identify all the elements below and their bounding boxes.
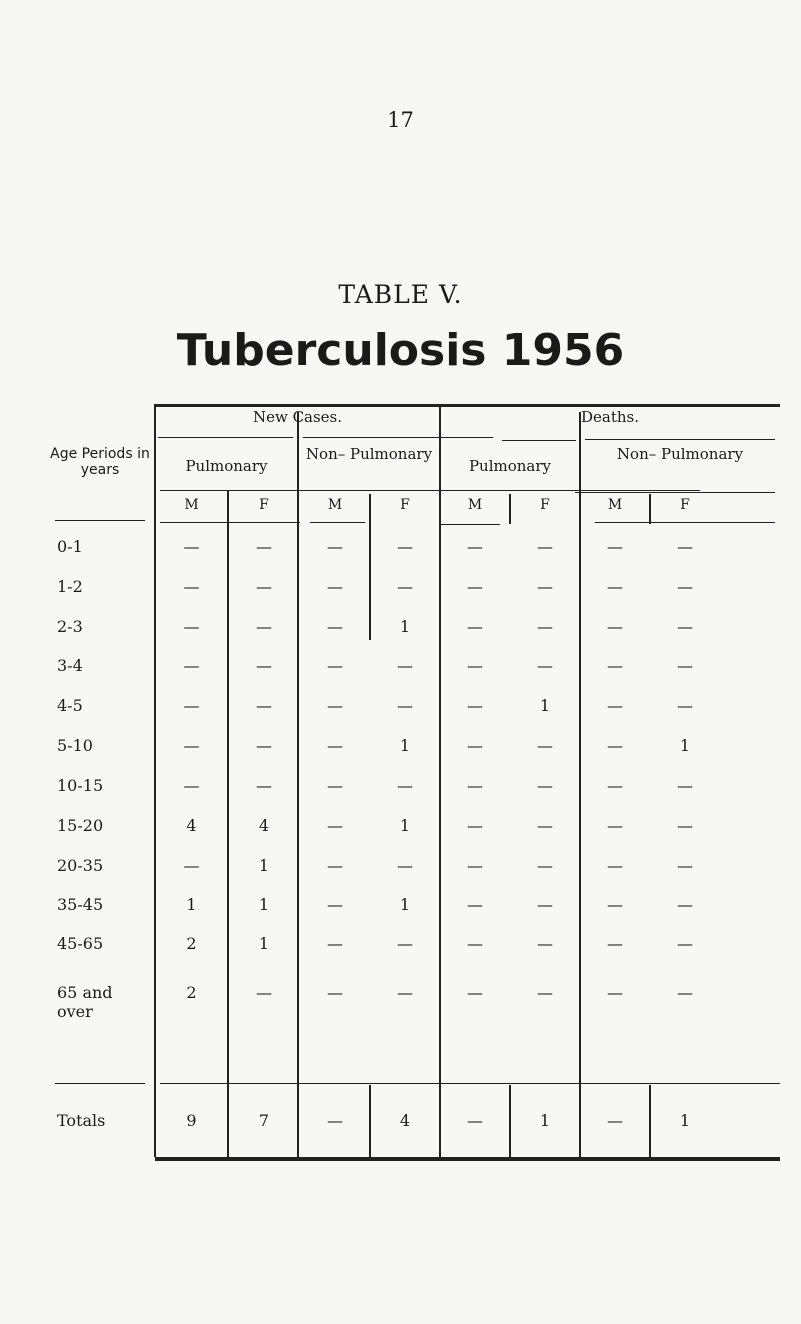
sex-label: M — [607, 497, 623, 513]
table-cell: — — [327, 934, 343, 953]
table-cell: — — [327, 537, 343, 556]
table-cell: — — [256, 983, 272, 1002]
table-cell: — — [537, 816, 553, 835]
table-cell: — — [327, 736, 343, 755]
table-cell: — — [256, 656, 272, 675]
sex-label: F — [540, 497, 550, 513]
deaths-header: Deaths. — [580, 408, 639, 426]
table-cell: — — [397, 934, 413, 953]
table-cell: — — [327, 696, 343, 715]
table-cell: — — [607, 816, 623, 835]
pulmonary-header: Pulmonary — [185, 457, 268, 475]
sex-label: M — [184, 497, 199, 513]
table-cell: 4 — [186, 816, 197, 835]
table-cell: — — [537, 617, 553, 636]
table-cell: — — [607, 934, 623, 953]
table-cell: — — [677, 895, 693, 914]
age-period-label: 2-3 — [57, 617, 83, 636]
table-cell: — — [327, 617, 343, 636]
age-period-label: 3-4 — [57, 656, 83, 675]
column-rule — [509, 1085, 511, 1158]
table-cell: — — [183, 617, 200, 636]
table-cell: — — [256, 577, 272, 596]
age-period-label: 1-2 — [57, 577, 83, 596]
table-cell: — — [537, 776, 553, 795]
table-cell: — — [537, 537, 553, 556]
table-cell: — — [467, 934, 483, 953]
table-cell: 2 — [186, 983, 197, 1002]
column-rule — [579, 412, 581, 1158]
rule — [55, 1083, 145, 1084]
sex-label: F — [259, 497, 269, 513]
table-cell: — — [183, 537, 200, 556]
table-cell: — — [467, 656, 483, 675]
table-cell: — — [467, 776, 483, 795]
age-period-label: 4-5 — [57, 696, 83, 715]
sex-label: F — [400, 497, 410, 513]
table-cell: — — [327, 656, 343, 675]
pulmonary-header: Pulmonary — [468, 457, 552, 475]
table-cell: — — [677, 816, 693, 835]
table-cell: — — [467, 816, 483, 835]
non-pulmonary-header: Non– Pulmonary — [616, 445, 744, 463]
table-cell: — — [327, 895, 343, 914]
rule — [310, 522, 365, 523]
rule — [158, 437, 293, 438]
rule — [160, 522, 300, 523]
rule — [55, 520, 145, 521]
table-cell: — — [183, 856, 200, 875]
table-cell: — — [677, 537, 693, 556]
table-cell: — — [467, 617, 483, 636]
table-cell: — — [327, 776, 343, 795]
table-cell: — — [607, 983, 623, 1002]
sex-label: F — [680, 497, 690, 513]
table-cell: — — [677, 617, 693, 636]
table-cell: — — [183, 776, 200, 795]
column-rule — [439, 404, 441, 1158]
age-period-label: 20-35 — [57, 856, 104, 875]
table-cell: — — [677, 656, 693, 675]
table-cell: — — [467, 736, 483, 755]
table-cell: — — [607, 617, 623, 636]
table-cell: — — [183, 696, 200, 715]
table-cell: 1 — [258, 934, 270, 953]
table-cell: — — [607, 856, 623, 875]
table-cell: — — [537, 656, 553, 675]
age-period-label: 0-1 — [57, 537, 83, 556]
rule — [155, 404, 780, 407]
table-cell: — — [467, 856, 483, 875]
totals-label: Totals — [57, 1111, 106, 1130]
table-cell: 1 — [258, 895, 270, 914]
column-rule — [369, 494, 371, 640]
non-pulmonary-header: Non– Pulmonary — [305, 445, 433, 463]
age-period-label: 45-65 — [57, 934, 104, 953]
table-cell: — — [677, 696, 693, 715]
column-rule — [649, 1085, 651, 1158]
table-cell: — — [397, 856, 413, 875]
table-cell: 1 — [399, 816, 411, 835]
table-cell: — — [256, 696, 272, 715]
column-rule — [154, 404, 156, 1157]
table-cell: — — [397, 696, 413, 715]
table-cell: 1 — [539, 696, 551, 715]
age-period-label: 65 and over — [57, 983, 113, 1021]
totals-cell: 1 — [539, 1111, 551, 1130]
table-cell: — — [467, 696, 483, 715]
page-number: 17 — [387, 108, 414, 132]
table-cell: — — [183, 577, 200, 596]
table-cell: 1 — [399, 617, 411, 636]
table-heading: TABLE V. — [338, 280, 463, 309]
column-rule — [369, 1085, 371, 1158]
rule — [155, 1157, 780, 1161]
table-cell: 4 — [258, 816, 270, 835]
column-rule — [509, 494, 511, 524]
rule — [502, 440, 576, 441]
table-cell: 1 — [399, 736, 411, 755]
rule — [575, 492, 775, 493]
new-cases-header: New Cases. — [252, 408, 343, 426]
age-period-label: 35-45 — [57, 895, 104, 914]
table-cell: — — [256, 776, 272, 795]
table-cell: — — [397, 983, 413, 1002]
table-cell: 1 — [399, 895, 411, 914]
table-cell: — — [677, 856, 693, 875]
table-cell: — — [256, 537, 272, 556]
table-cell: — — [467, 537, 483, 556]
table-cell: — — [256, 617, 272, 636]
rule — [595, 522, 775, 523]
table-cell: — — [537, 934, 553, 953]
table-cell: — — [183, 736, 200, 755]
table-cell: — — [327, 577, 343, 596]
totals-cell: 9 — [186, 1111, 197, 1130]
totals-cell: — — [607, 1111, 623, 1130]
rule — [160, 1083, 780, 1084]
table-cell: — — [327, 983, 343, 1002]
table-cell: — — [537, 577, 553, 596]
age-period-label: 5-10 — [57, 736, 93, 755]
sex-label: M — [467, 497, 483, 513]
totals-cell: 1 — [679, 1111, 691, 1130]
table-cell: — — [467, 895, 483, 914]
table-cell: — — [607, 696, 623, 715]
sex-label: M — [327, 497, 343, 513]
table-cell: — — [677, 983, 693, 1002]
table-cell: — — [537, 983, 553, 1002]
totals-cell: 7 — [258, 1111, 270, 1130]
rule — [585, 439, 775, 440]
column-rule — [649, 494, 651, 524]
totals-cell: — — [327, 1111, 343, 1130]
table-cell: — — [467, 983, 483, 1002]
table-cell: — — [677, 776, 693, 795]
age-periods-header: Age Periods in years — [50, 446, 150, 478]
age-period-label: 10-15 — [57, 776, 104, 795]
table-cell: — — [467, 577, 483, 596]
table-cell: 1 — [258, 856, 270, 875]
table-cell: — — [677, 577, 693, 596]
table-cell: — — [327, 816, 343, 835]
table-cell: — — [607, 577, 623, 596]
age-period-label: 15-20 — [57, 816, 104, 835]
table-cell: — — [607, 736, 623, 755]
table-cell: — — [607, 656, 623, 675]
rule — [303, 437, 493, 438]
table-cell: — — [607, 776, 623, 795]
table-cell: — — [397, 656, 413, 675]
rule — [440, 524, 500, 525]
table-cell: 2 — [186, 934, 197, 953]
table-cell: — — [677, 934, 693, 953]
table-cell: — — [327, 856, 343, 875]
column-rule — [297, 412, 299, 1158]
table-cell: — — [183, 656, 200, 675]
table-cell: — — [607, 537, 623, 556]
table-cell: — — [256, 736, 272, 755]
table-cell: — — [397, 537, 413, 556]
table-cell: — — [607, 895, 623, 914]
table-cell: — — [537, 736, 553, 755]
table-title: Tuberculosis 1956 — [176, 325, 625, 376]
table-cell: — — [397, 776, 413, 795]
column-rule — [227, 490, 229, 1158]
totals-cell: 4 — [399, 1111, 411, 1130]
totals-cell: — — [467, 1111, 483, 1130]
rule — [160, 490, 700, 491]
table-cell: — — [537, 895, 553, 914]
table-cell: 1 — [186, 895, 197, 914]
table-cell: — — [537, 856, 553, 875]
table-cell: — — [397, 577, 413, 596]
table-cell: 1 — [679, 736, 691, 755]
